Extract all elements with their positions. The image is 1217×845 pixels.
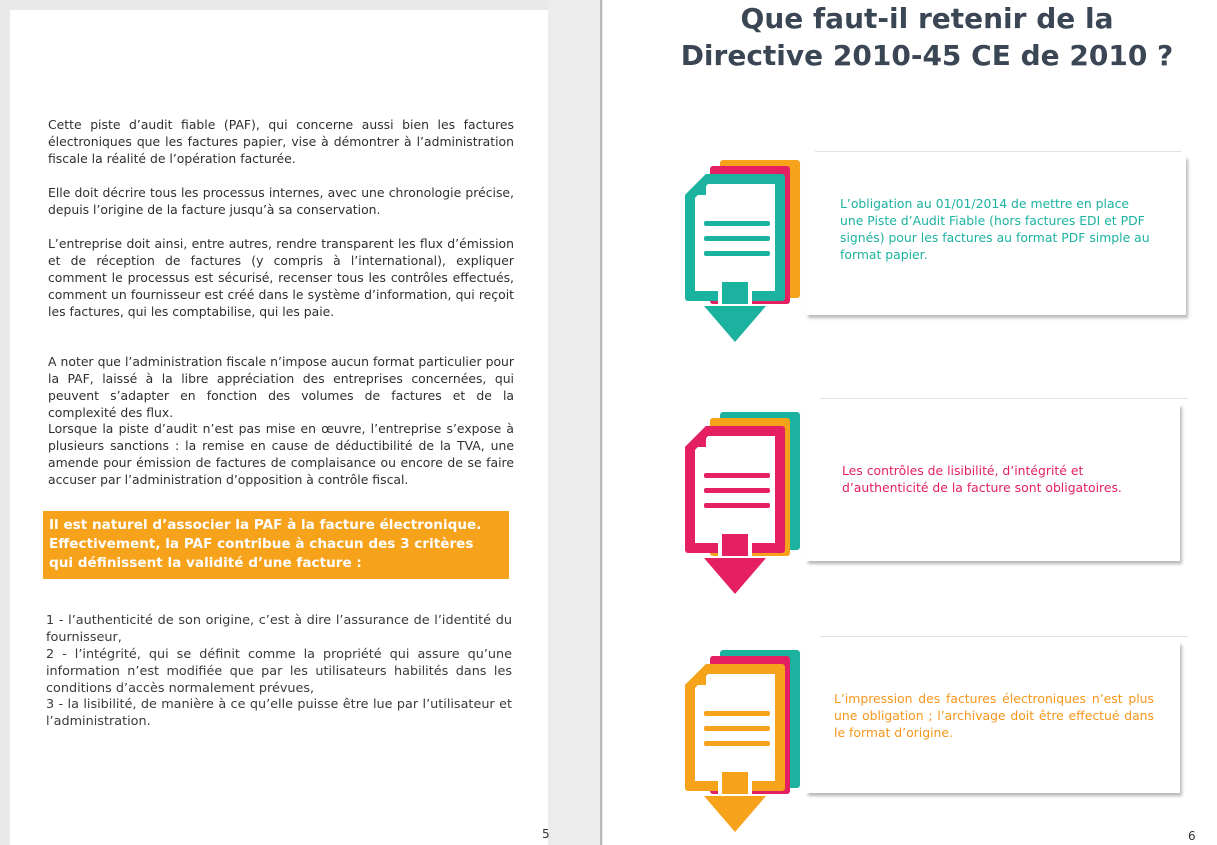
- paragraph-sanctions: Lorsque la piste d’audit n’est pas mise en œuvre, l’entreprise s’expose à plusieurs sanctions : la remise en cause de déductibilité de la TVA, une amende pour émission de factures de complaisance ou encore de se faire accuser par l’administration d’opposition à contrôle fiscal.: [48, 421, 514, 487]
- card-text-2: Les contrôles de lisibilité, d’intégrité et d’authenticité de la facture sont obligatoires.: [842, 463, 1122, 495]
- page-gutter: [548, 0, 602, 845]
- card-divider: [820, 398, 1188, 399]
- paragraph-transparence: L’entreprise doit ainsi, entre autres, rendre transparent les flux d’émission et de réception de factures (y compris à l’international), expliquer comment le processus est sécurisé, recenser tous les contrôles effectués, comment un fournisseur est créé dans le système d’information, qui reçoit les factures, qui les comptabilise, qui les paie.: [48, 236, 514, 319]
- highlight-box: Il est naturel d’associer la PAF à la facture électronique. Effectivement, la PAF contribue à chacun des 3 critères qui définissent la validité d’une facture :: [43, 511, 509, 579]
- document-download-icon: [684, 410, 804, 598]
- criterion-lisibilite: 3 - la lisibilité, de manière à ce qu’elle puisse être lue par l’utilisateur et l’administration.: [46, 697, 512, 729]
- paragraph-paf-intro: Cette piste d’audit fiable (PAF), qui concerne aussi bien les factures électroniques que les factures papier, vise à démontrer à l’administration fiscale la réalité de l’opération facturée.: [48, 117, 514, 166]
- page-number-right: 6: [1188, 829, 1196, 843]
- card-divider: [820, 636, 1188, 637]
- criterion-integrite: 2 - l’intégrité, qui se définit comme la propriété qui assure qu’une information n’est modifiée que par les utilisateurs habilités dans les conditions d’accès normalement prévues,: [46, 647, 512, 696]
- document-download-icon: [684, 158, 804, 346]
- document-download-icon: [684, 648, 804, 836]
- page-title: Que faut-il retenir de la Directive 2010-45 CE de 2010 ?: [680, 2, 1174, 72]
- card-divider: [815, 151, 1181, 152]
- card-text-1: L’obligation au 01/01/2014 de mettre en place une Piste d’Audit Fiable (hors factures EDI et PDF signés) pour les factures au format PDF simple au format papier.: [840, 196, 1150, 262]
- page-number-left: 5: [542, 827, 550, 841]
- paragraph-format: A noter que l’administration fiscale n’impose aucun format particulier pour la PAF, laissé à la libre appréciation des entreprises concernées, qui peuvent s’adapter en fonction des volumes de factures et de la complexité des flux.: [48, 354, 514, 420]
- paragraph-processus: Elle doit décrire tous les processus internes, avec une chronologie précise, depuis l’origine de la facture jusqu’à sa conservation.: [48, 185, 514, 217]
- page-divider: [600, 0, 602, 845]
- criterion-authenticite: 1 - l’authenticité de son origine, c’est à dire l’assurance de l’identité du fournisseur,: [46, 613, 512, 645]
- card-text-3: L’impression des factures électroniques n’est plus une obligation ; l’archivage doit être effectué dans le format d’origine.: [834, 691, 1154, 740]
